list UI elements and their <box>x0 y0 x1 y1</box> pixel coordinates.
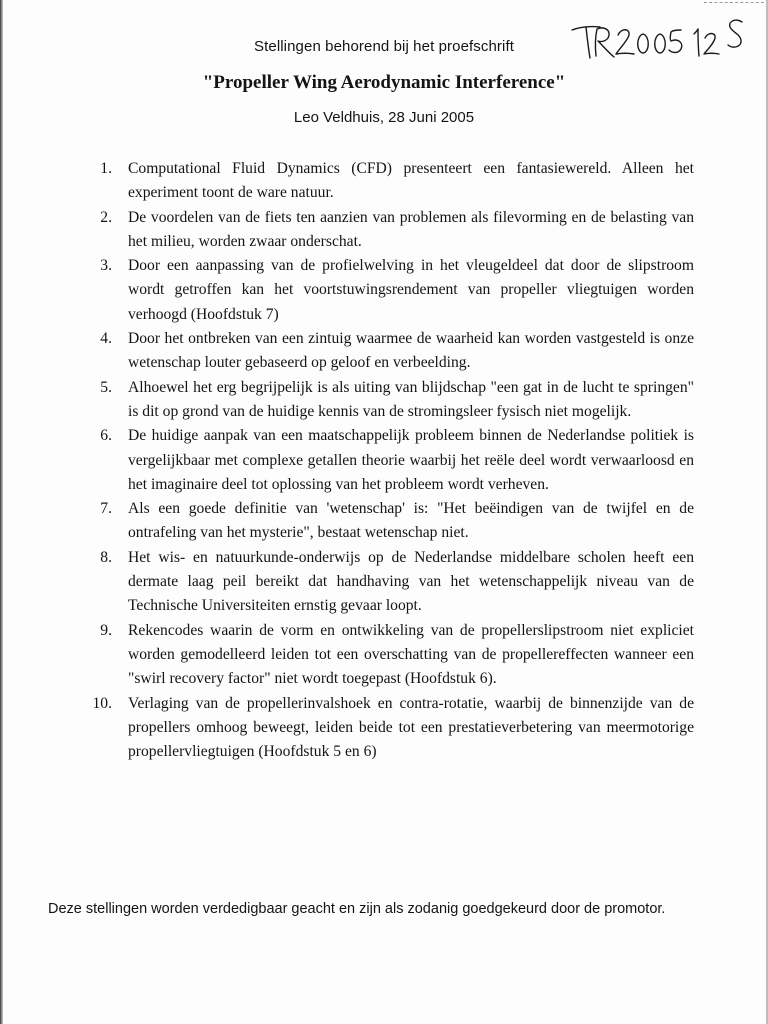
thesis-item <box>78 619 694 692</box>
footer-statement: Deze stellingen worden verdedigbaar geacht en zijn als zodanig goedgekeurd door de promotor. <box>48 901 666 917</box>
thesis-item <box>78 692 694 765</box>
thesis-number: 2. <box>100 208 112 226</box>
thesis-text: De huidige aanpak van een maatschappelijk probleem binnen de Nederlandse politiek is vergelijkbaar met complexe getallen theorie waarbij het reële deel wordt verwaarloosd en het imaginaire deel tot oplossing van het probleem wordt verheven. <box>128 427 694 493</box>
thesis-item <box>78 546 694 619</box>
thesis-text: Als een goede definitie van 'wetenschap' is: "Het beëindigen van de twijfel en de ontrafeling van het mysterie", bestaat wetenschap niet. <box>128 500 694 542</box>
thesis-text: Door het ontbreken van een zintuig waarmee de waarheid kan worden vastgesteld is onze wetenschap louter gebaseerd op geloof en verbeelding. <box>128 330 694 372</box>
author-date: Leo Veldhuis, 28 Juni 2005 <box>293 109 475 126</box>
thesis-item <box>78 376 694 425</box>
thesis-text: Alhoewel het erg begrijpelijk is als uiting van blijdschap "een gat in de lucht te springen" is dit op grond van de huidige kennis van de stromingsleer fysisch niet mogelijk. <box>128 378 694 420</box>
thesis-number: 6. <box>100 427 112 445</box>
theses-list <box>78 157 694 764</box>
thesis-number: 5. <box>100 378 112 396</box>
thesis-text: Verlaging van de propellerinvalshoek en contra-rotatie, waarbij de binnenzijde van de propellers omhoog beweegt, leiden beide tot een prestatieverbetering van meermotorige propellervliegtuigen (Hoofdstuk 5 en 6) <box>128 694 694 761</box>
thesis-item <box>78 497 694 546</box>
thesis-number: 1. <box>100 160 112 177</box>
thesis-item <box>78 206 694 255</box>
thesis-text: De voordelen van de fiets ten aanzien van problemen als filevorming en de belasting van het milieu, worden zwaar onderschat. <box>128 208 694 250</box>
thesis-number: 8. <box>100 548 112 566</box>
thesis-text: Computational Fluid Dynamics (CFD) presenteert een fantasiewereld. Alleen het experiment toont de ware natuur. <box>128 160 694 202</box>
thesis-item <box>78 254 694 327</box>
thesis-number: 10. <box>92 694 112 712</box>
thesis-text: Door een aanpassing van de profielwelving in het vleugeldeel dat door de slipstroom wordt getroffen kan het voortstuwingsrendement van propeller vliegtuigen worden verhoogd (Hoofdstuk 7) <box>128 257 694 323</box>
document-title: "Propeller Wing Aerodynamic Interference" <box>202 72 566 93</box>
thesis-number: 3. <box>100 257 112 275</box>
thesis-item <box>78 157 694 206</box>
thesis-number: 7. <box>100 500 112 518</box>
header-line: Stellingen behorend bij het proefschrift <box>254 38 514 55</box>
thesis-number: 9. <box>100 621 112 639</box>
thesis-item <box>78 327 694 376</box>
thesis-number: 4. <box>100 330 112 348</box>
thesis-text: Rekencodes waarin de vorm en ontwikkeling van de propellerslipstroom niet expliciet worden gemodelleerd leiden tot een overschatting van de propellereffecten wanneer een "swirl recovery factor" niet wordt toegepast (Hoofdstuk 6). <box>128 621 694 688</box>
thesis-item <box>78 424 694 497</box>
thesis-text: Het wis- en natuurkunde-onderwijs op de Nederlandse middelbare scholen heeft een dermate laag peil bereikt dat handhaving van het wetenschappelijk niveau van de Technische Universiteiten ernstig gevaar loopt. <box>128 548 694 615</box>
scan-edge-left <box>0 0 3 1024</box>
scan-edge-top <box>704 2 764 3</box>
